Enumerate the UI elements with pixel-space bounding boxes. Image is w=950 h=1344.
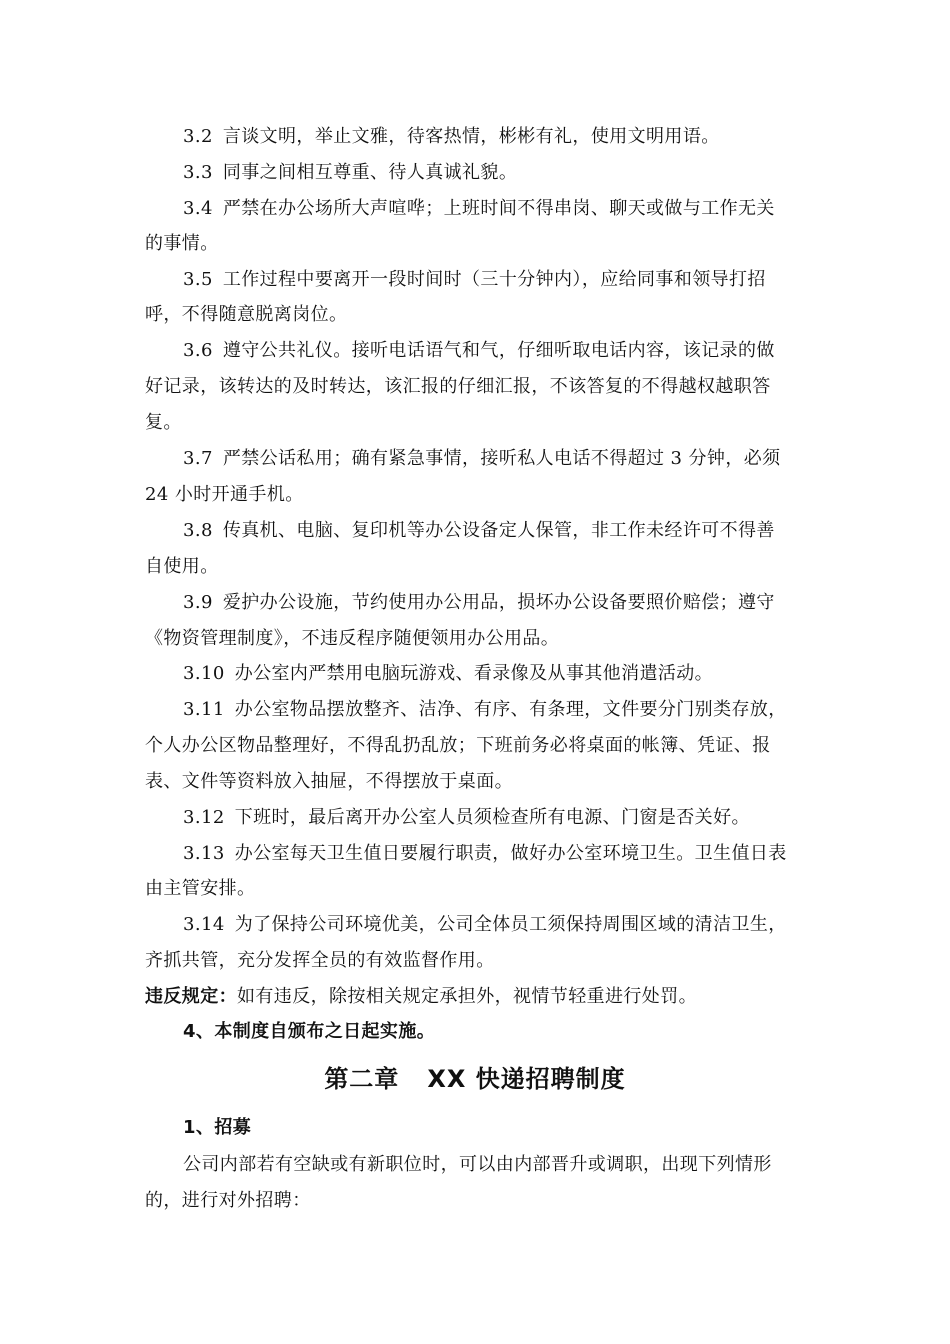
clause-3-6-cont-2: 复。 [145, 412, 182, 433]
effective-statement: 4、本制度自颁布之日起实施。 [183, 1021, 436, 1042]
violation-label: 违反规定： [145, 986, 237, 1007]
clause-3-13: 3.13 办公室每天卫生值日要履行职责，做好办公室环境卫生。卫生值日表 [183, 843, 787, 864]
clause-3-4-cont: 的事情。 [145, 233, 219, 254]
clause-3-4: 3.4 严禁在办公场所大声喧哗；上班时间不得串岗、聊天或做与工作无关 [183, 198, 775, 219]
clause-3-14: 3.14 为了保持公司环境优美，公司全体员工须保持周围区域的清洁卫生， [183, 914, 787, 935]
violation-rule: 违反规定：如有违反，除按相关规定承担外，视情节轻重进行处罚。 [145, 986, 697, 1007]
clause-3-8-cont: 自使用。 [145, 556, 219, 577]
clause-3-9-cont: 《物资管理制度》，不违反程序随便领用办公用品。 [145, 628, 560, 649]
chapter-name: XX 快递招聘制度 [427, 1065, 626, 1093]
clause-3-3: 3.3 同事之间相互尊重、待人真诚礼貌。 [183, 162, 518, 183]
recruit-paragraph: 公司内部若有空缺或有新职位时，可以由内部晋升或调职，出现下列情形 [183, 1154, 772, 1175]
clause-3-6-cont-1: 好记录，该转达的及时转达，该汇报的仔细汇报，不该答复的不得越权越职答 [145, 376, 771, 397]
clause-3-6: 3.6 遵守公共礼仪。接听电话语气和气，仔细听取电话内容，该记录的做 [183, 340, 775, 361]
clause-3-2: 3.2 言谈文明，举止文雅，待客热情，彬彬有礼，使用文明用语。 [183, 126, 720, 147]
clause-3-8: 3.8 传真机、电脑、复印机等办公设备定人保管，非工作未经许可不得善 [183, 520, 775, 541]
clause-3-5-cont: 呼，不得随意脱离岗位。 [145, 304, 348, 325]
clause-3-12: 3.12 下班时，最后离开办公室人员须检查所有电源、门窗是否关好。 [183, 807, 750, 828]
clause-3-11-cont-1: 个人办公区物品整理好，不得乱扔乱放；下班前务必将桌面的帐簿、凭证、报 [145, 735, 771, 756]
clause-3-11: 3.11 办公室物品摆放整齐、洁净、有序、有条理，文件要分门别类存放， [183, 699, 787, 720]
clause-3-14-cont: 齐抓共管，充分发挥全员的有效监督作用。 [145, 950, 495, 971]
recruit-paragraph-cont: 的，进行对外招聘： [145, 1190, 311, 1211]
clause-3-9: 3.9 爱护办公设施，节约使用办公用品，损坏办公设备要照价赔偿；遵守 [183, 592, 775, 613]
chapter-title [0, 1059, 950, 1099]
chapter-number: 第二章 [324, 1065, 400, 1093]
clause-3-7: 3.7 严禁公话私用；确有紧急事情，接听私人电话不得超过 3 分钟，必须 [183, 448, 781, 469]
clause-3-7-cont: 24 小时开通手机。 [145, 484, 304, 505]
section-heading: 1、招募 [183, 1117, 252, 1138]
clause-3-13-cont: 由主管安排。 [145, 878, 256, 899]
clause-3-5: 3.5 工作过程中要离开一段时间时（三十分钟内），应给同事和领导打招 [183, 269, 766, 290]
clause-3-11-cont-2: 表、文件等资料放入抽屉，不得摆放于桌面。 [145, 771, 513, 792]
clause-3-10: 3.10 办公室内严禁用电脑玩游戏、看录像及从事其他消遣活动。 [183, 663, 714, 684]
